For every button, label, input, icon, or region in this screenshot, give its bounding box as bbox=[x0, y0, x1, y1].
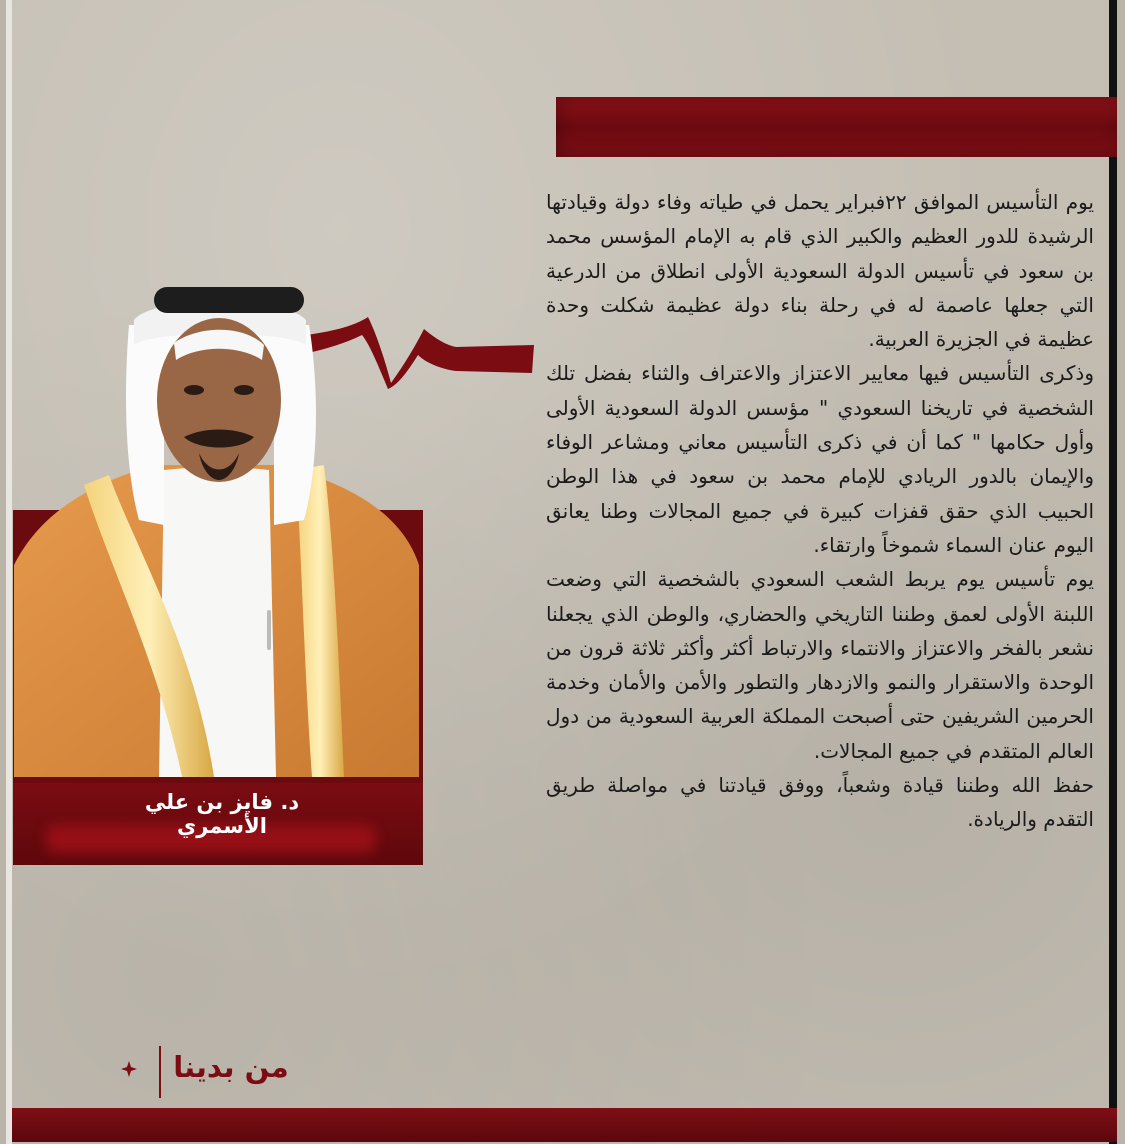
author-name: د. فايز بن علي الأسمري bbox=[144, 790, 300, 838]
brand-divider bbox=[159, 1046, 161, 1098]
page-background bbox=[6, 0, 1117, 1144]
bottom-accent-bar bbox=[12, 1108, 1117, 1142]
article-paragraph-1: يوم التأسيس الموافق ٢٢فبراير يحمل في طياته وفاء دولة وقيادتها الرشيدة للدور العظيم والكبير الذي قام به الإمام المؤسس محمد بن سعود في تأسيس الدولة السعودية الأولى انطلاق من الدرعية التي جعلها عاصمة له في رحلة بناء دولة عظيمة شكلت وحدة عظيمة في الجزيرة العربية. bbox=[546, 190, 1094, 352]
right-edge bbox=[1109, 0, 1117, 1144]
top-accent-bar bbox=[556, 97, 1117, 157]
brand-title: من بدينا bbox=[173, 1050, 289, 1084]
left-edge bbox=[6, 0, 12, 1144]
brand-emblem-icon bbox=[118, 1058, 140, 1080]
author-portrait bbox=[14, 265, 419, 777]
article-paragraph-3: يوم تأسيس يوم يربط الشعب السعودي بالشخصية التي وضعت اللبنة الأولى لعمق وطننا التاريخي والحضاري، والوطن الذي يجعلنا نشعر بالفخر والاعتزاز والانتماء والارتباط أكثر وأكثر ثلاثة قرون من الوحدة والاستقرار والنمو والازدهار والتطور والأمن والأمان وخدمة الحرمين الشريفين حتى أصبحت المملكة العربية السعودية من دول العالم المتقدم في جميع المجالات. bbox=[546, 567, 1094, 763]
article-paragraph-4: حفظ الله وطننا قيادة وشعباً، ووفق قيادتنا في مواصلة طريق التقدم والريادة. bbox=[546, 773, 1094, 832]
article-body bbox=[546, 185, 1094, 837]
article-paragraph-2: وذكرى التأسيس فيها معايير الاعتزاز والاعتراف والثناء بفضل تلك الشخصية في تاريخنا السعودي " مؤسس الدولة السعودية الأولى وأول حكامها " كما أن في ذكرى التأسيس معاني ومشاعر الوفاء والإيمان بالدور الريادي للإمام محمد بن سعود في هذا الوطن الحبيب الذي حقق قفزات كبيرة في جميع المجالات وطنا يعانق اليوم عنان السماء شموخاً وارتقاء. bbox=[546, 361, 1094, 557]
